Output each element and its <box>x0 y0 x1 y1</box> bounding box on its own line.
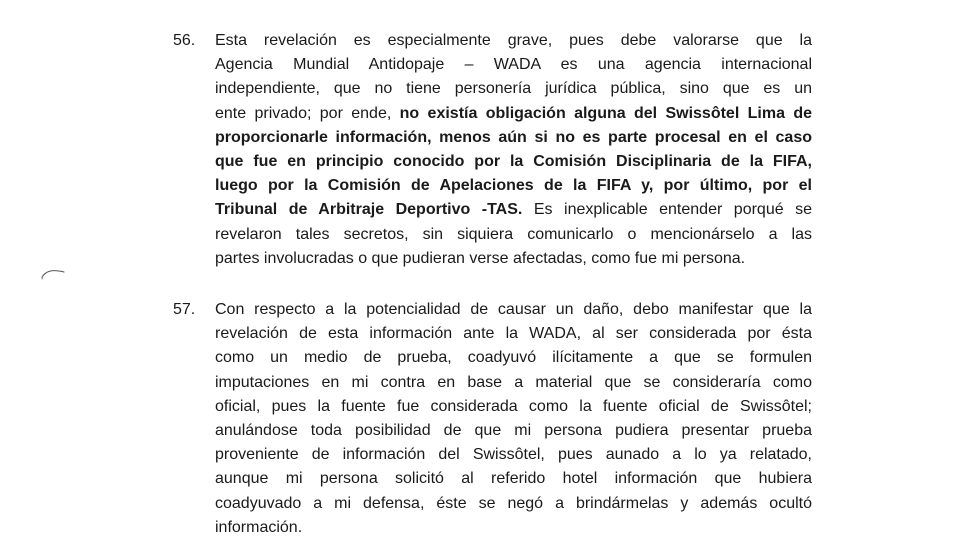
text-line: información. <box>215 518 303 536</box>
bold-text: Tribunal de Arbitraje Deportivo -TAS. <box>215 201 523 219</box>
text-line: Esta revelación es especialmente grave, pues debe valorarse que la <box>215 32 812 49</box>
text-line: Agencia Mundial Antidopaje – WADA es una agencia internacional <box>215 56 812 74</box>
text-line: Tribunal de Arbitraje Deportivo -TAS. Es inexplicable entender porqué se <box>215 201 813 219</box>
text-line-bold: luego por la Comisión de Apelaciones de la FIFA y, por último, por el <box>215 177 812 195</box>
text-line: revelaron tales secretos, sin siquiera comunicarlo o mencionárselo a las <box>215 225 812 243</box>
text-line: imputaciones en mi contra en base a material que se consideraría como <box>215 373 812 391</box>
text-line: anulándose toda posibilidad de que mi persona pudiera presentar prueba <box>215 422 812 439</box>
text-line: oficial, pues la fuente fue considerada como la fuente oficial de Swissôtel; <box>215 397 812 415</box>
text-line: revelación de esta información ante la WADA, al ser considerada por ésta <box>215 325 812 343</box>
bold-text: no existía obligación alguna del Swissôtel Lima de <box>399 104 812 122</box>
text-line: proveniente de información del Swissôtel, pues aunado a lo ya relatado, <box>215 446 812 464</box>
text-line: aunque mi persona solicitó al referido hotel información que hubiera <box>215 470 812 488</box>
text-line: coadyuvado a mi defensa, éste se negó a brindármelas y además ocultó <box>215 494 812 512</box>
margin-mark-icon <box>40 266 66 280</box>
paragraph-number: 57. <box>173 301 196 318</box>
text-line-bold: que fue en principio conocido por la Comisión Disciplinaria de la FIFA, <box>215 153 812 170</box>
text-line-bold: proporcionarle información, menos aún si no es parte procesal en el caso <box>215 128 812 146</box>
text-line: partes involucradas o que pudieran verse afectadas, como fue mi persona. <box>215 249 746 267</box>
text-line: independiente, que no tiene personería jurídica pública, sino que es un <box>215 80 812 98</box>
text-line: Con respecto a la potencialidad de causar un daño, debo manifestar que la <box>215 301 812 318</box>
paragraph-number: 56. <box>173 32 196 49</box>
text-line: como un medio de prueba, coadyuvó ilícitamente a que se formulen <box>215 349 812 367</box>
text-line: ente privado; por ende, no existía obligación alguna del Swissôtel Lima de <box>215 104 812 122</box>
